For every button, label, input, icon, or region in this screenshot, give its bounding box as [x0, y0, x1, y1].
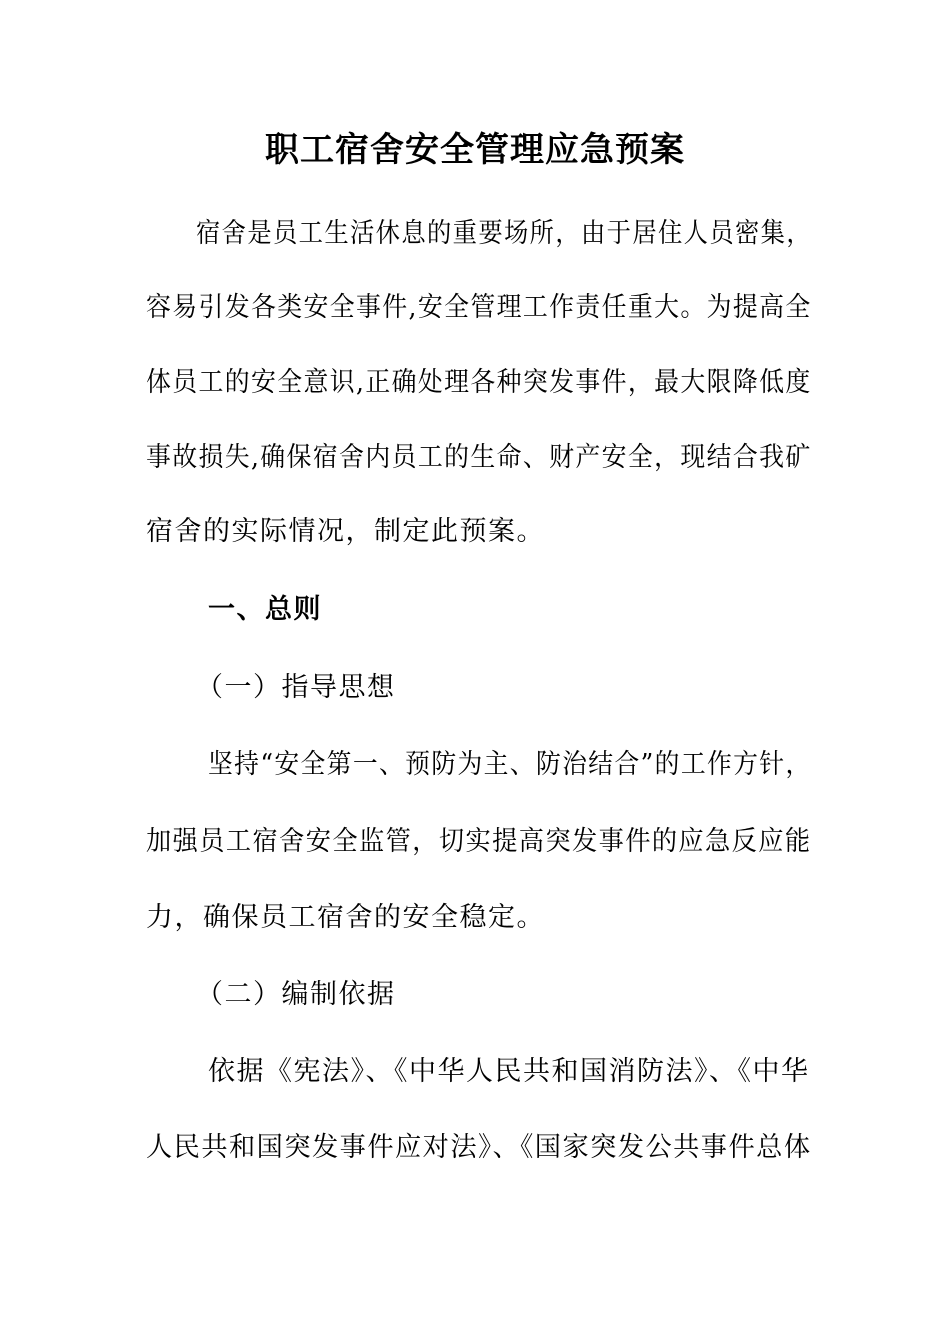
paragraph-line: 容易引发各类安全事件,安全管理工作责任重大。为提高全 — [146, 292, 812, 323]
paragraph-line: 宿舍的实际情况，制定此预案。 — [146, 516, 545, 547]
paragraph-line: 力，确保员工宿舍的安全稳定。 — [146, 902, 545, 933]
paragraph-line: 事故损失,确保宿舍内员工的生命、财产安全，现结合我矿 — [146, 442, 812, 473]
paragraph-line: 坚持“安全第一、预防为主、防治结合”的工作方针， — [208, 749, 812, 780]
document-title: 职工宿舍安全管理应急预案 — [265, 130, 685, 170]
paragraph-line: 宿舍是员工生活休息的重要场所，由于居住人员密集， — [196, 218, 813, 249]
paragraph-line: 加强员工宿舍安全监管，切实提高突发事件的应急反应能 — [146, 826, 812, 857]
paragraph-line: 体员工的安全意识,正确处理各种突发事件，最大限降低度 — [146, 367, 812, 398]
subsection-heading: （二）编制依据 — [196, 979, 396, 1010]
paragraph-line: 依据《宪法》、《中华人民共和国消防法》、《中华 — [208, 1056, 810, 1087]
subsection-heading: （一）指导思想 — [196, 672, 396, 703]
section-heading: 一、总则 — [208, 594, 322, 625]
paragraph-line: 人民共和国突发事件应对法》、《国家突发公共事件总体 — [146, 1132, 812, 1163]
